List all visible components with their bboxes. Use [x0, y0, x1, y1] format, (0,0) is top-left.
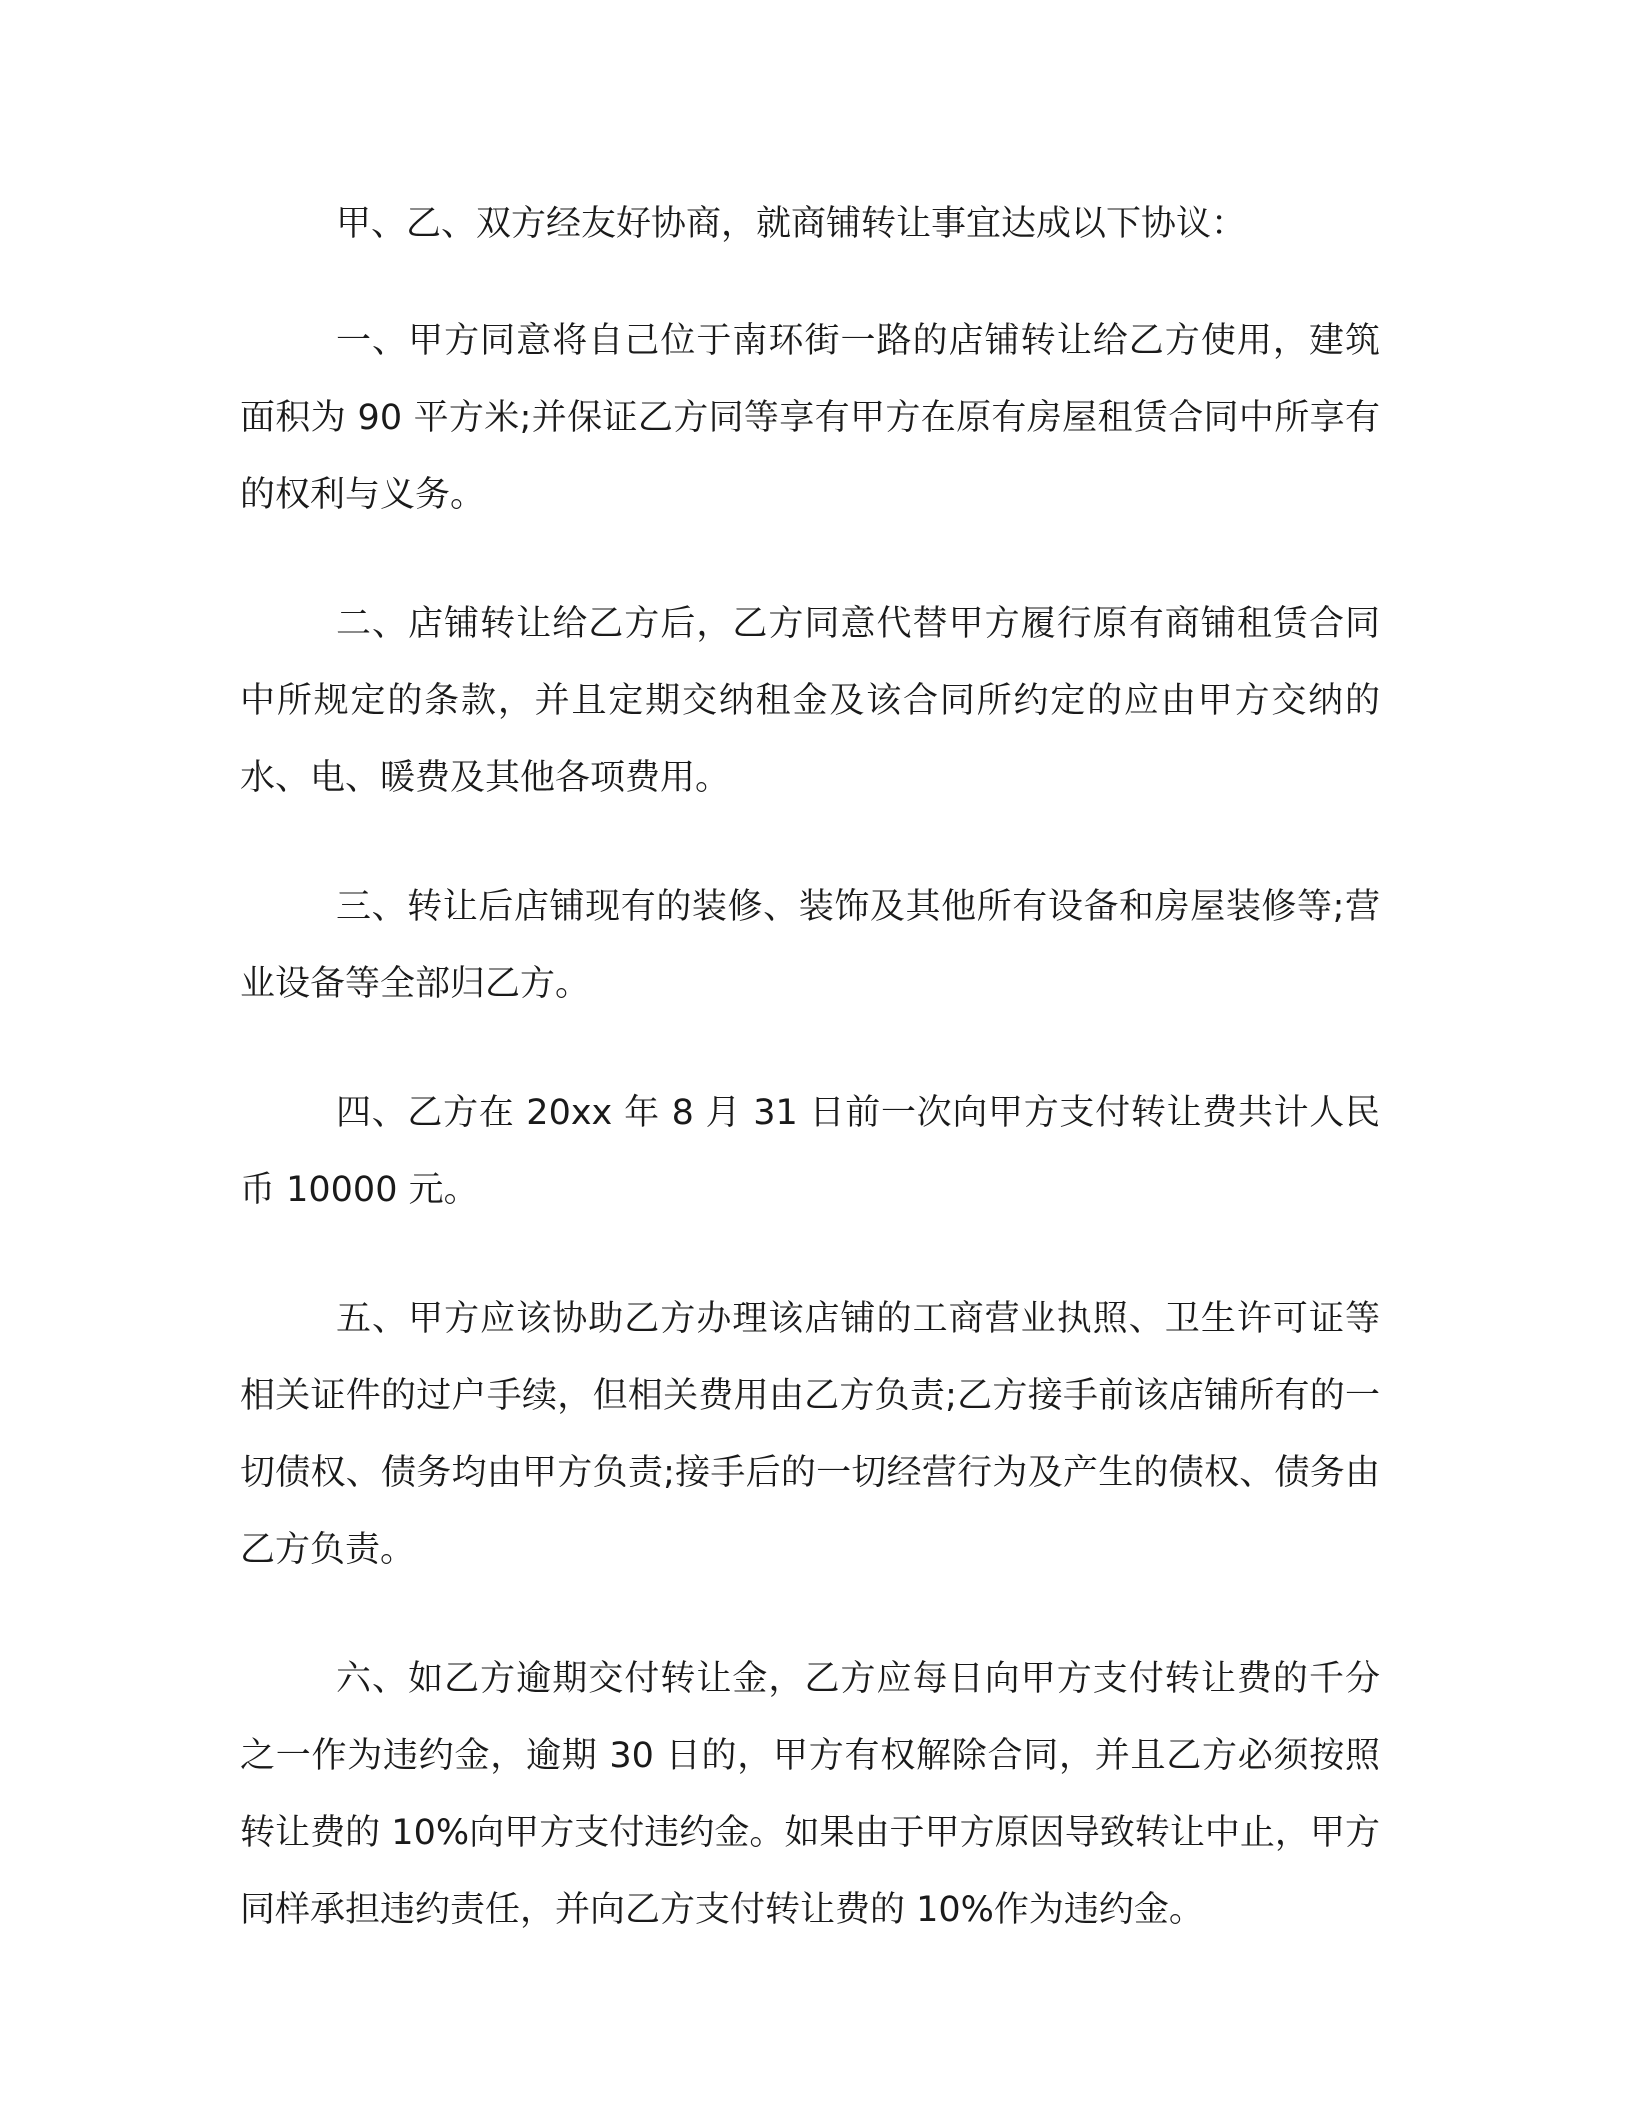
- clause-1-paragraph: 一、甲方同意将自己位于南环街一路的店铺转让给乙方使用，建筑面积为 90 平方米;并保证乙方同等享有甲方在原有房屋租赁合同中所享有的权利与义务。: [240, 321, 1380, 515]
- intro-paragraph: 甲、乙、双方经友好协商，就商铺转让事宜达成以下协议：: [336, 204, 1247, 244]
- clause-3-paragraph: 三、转让后店铺现有的装修、装饰及其他所有设备和房屋装修等;营业设备等全部归乙方。: [240, 887, 1380, 1004]
- clause-2-paragraph: 二、店铺转让给乙方后，乙方同意代替甲方履行原有商铺租赁合同中所规定的条款，并且定期交纳租金及该合同所约定的应由甲方交纳的水、电、暖费及其他各项费用。: [240, 604, 1380, 798]
- clause-5-paragraph: 五、甲方应该协助乙方办理该店铺的工商营业执照、卫生许可证等相关证件的过户手续，但相关费用由乙方负责;乙方接手前该店铺所有的一切债权、债务均由甲方负责;接手后的一切经营行为及产生的债权、债务由乙方负责。: [240, 1299, 1380, 1570]
- clause-4-paragraph: 四、乙方在 20xx 年 8 月 31 日前一次向甲方支付转让费共计人民币 10000 元。: [240, 1093, 1380, 1210]
- clause-6-paragraph: 六、如乙方逾期交付转让金，乙方应每日向甲方支付转让费的千分之一作为违约金，逾期 30 日的，甲方有权解除合同，并且乙方必须按照转让费的 10%向甲方支付违约金。如果由于甲方原因导致转让中止，甲方同样承担违约责任，并向乙方支付转让费的 10%作为违约金。: [240, 1659, 1380, 1930]
- document-body: [240, 186, 1380, 2001]
